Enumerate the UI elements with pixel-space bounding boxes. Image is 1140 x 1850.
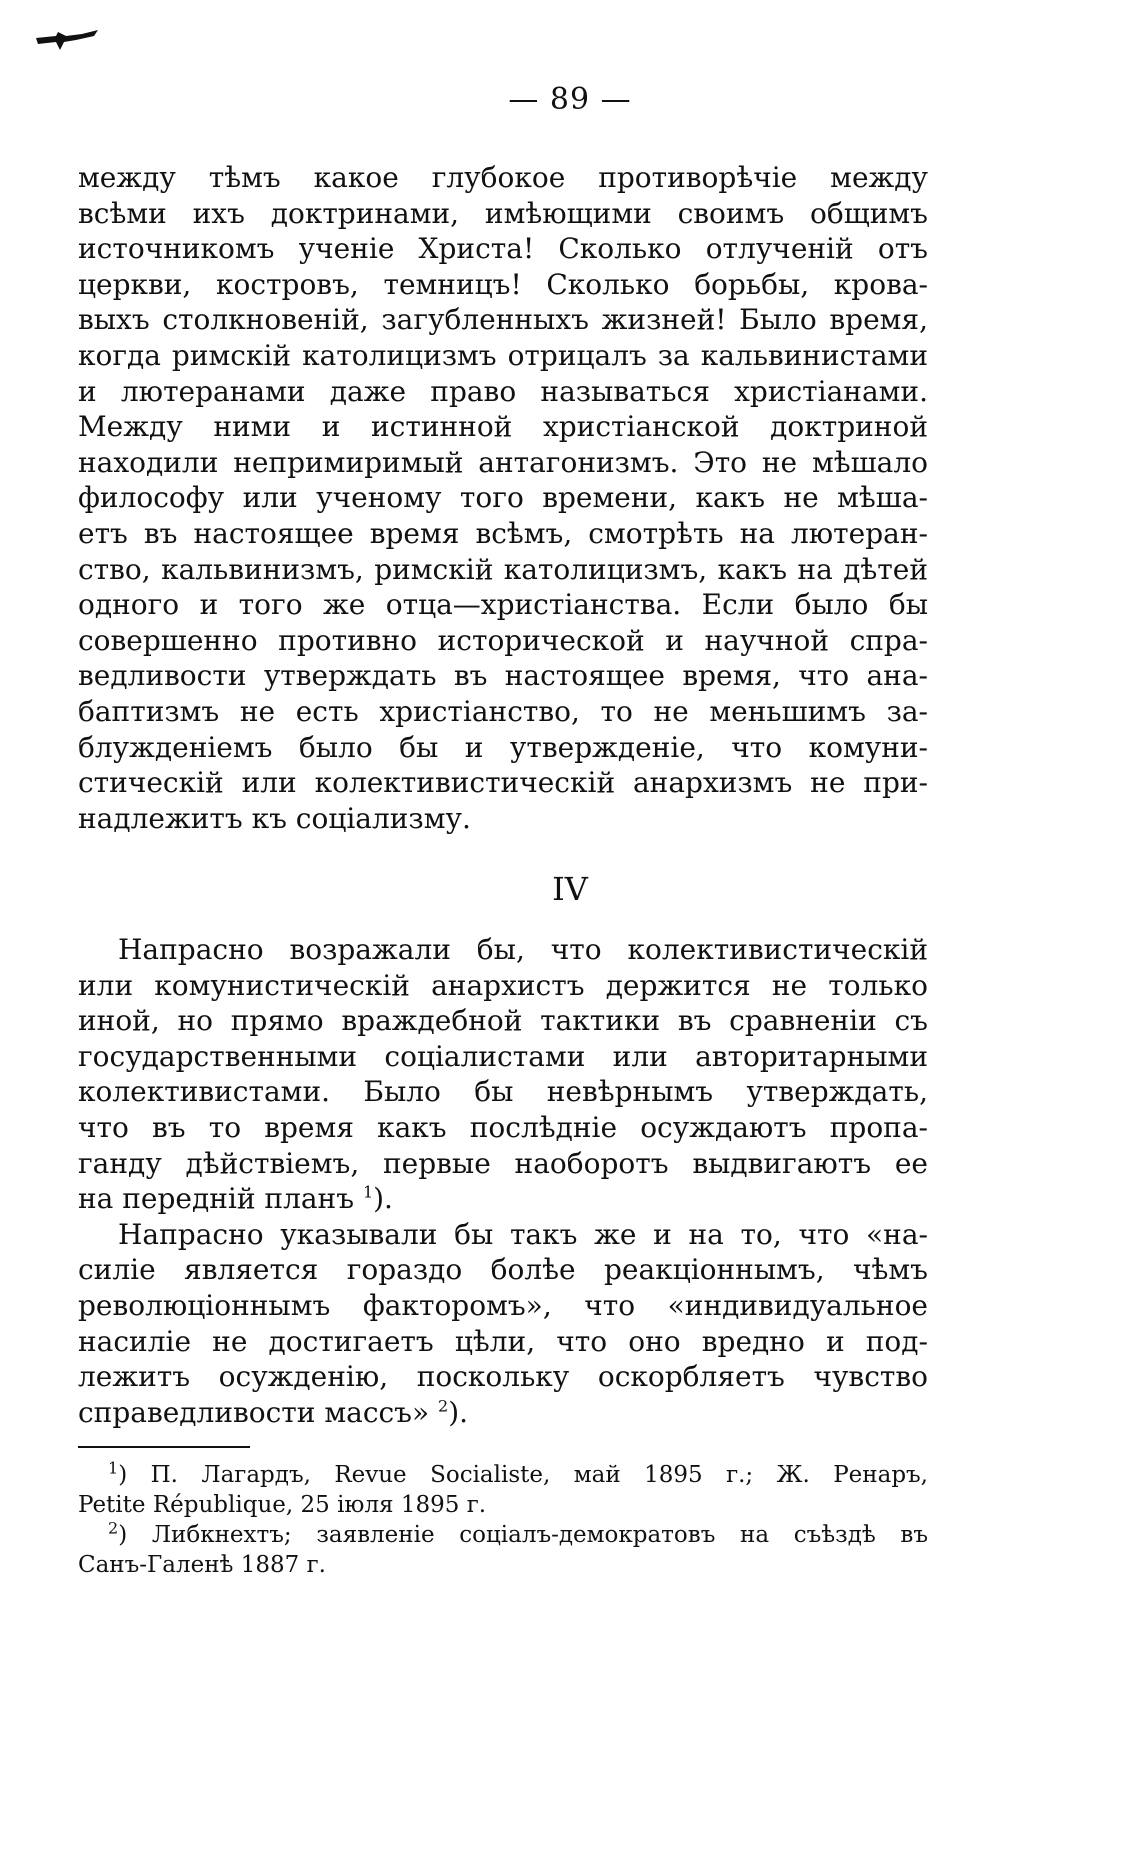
footnote-reference: 2 [438,1396,449,1416]
text-line: Напрасно указывали бы такъ же и на то, что «на- [118,1217,928,1251]
footnote-marker: 1 [108,1458,119,1478]
text-line: колективистами. Было бы невѣрнымъ утверждать, [78,1075,928,1109]
text-line: государственными соціалистами или авторитарными [78,1039,928,1073]
text-line: когда римскій католицизмъ отрицалъ за кальвинистами [78,338,928,372]
text-line: ведливости утверждать въ настоящее время, что ана- [78,659,928,693]
text-line: между тѣмъ какое глубокое противорѣчіе между [78,161,928,194]
printers-mark-icon [36,30,98,50]
paragraph-2 [78,932,928,1430]
text-line: ганду дѣйствіемъ, первые наоборотъ выдвигаютъ ее [78,1146,928,1180]
text-line: иной, но прямо враждебной тактики въ сравненіи съ [78,1004,928,1038]
text-line: или комунистическій анархистъ держится не только [78,968,928,1002]
section-heading: IV [552,870,588,908]
footnote-2-continued: Санъ-Галенѣ 1887 г. [78,1552,326,1578]
text-line: насиліе не достигаетъ цѣли, что оно вредно и под- [78,1324,928,1358]
text-line: Между ними и истинной христіанской доктриной [78,410,928,444]
text-line: ство, кальвинизмъ, римскій католицизмъ, какъ на дѣтей [78,552,928,586]
page-number: — 89 — [508,82,632,117]
text-line: всѣми ихъ доктринами, имѣющими своимъ общимъ [78,196,928,230]
text-line: и лютеранами даже право называться христіанами. [78,374,928,408]
footnote-1 [78,1460,928,1490]
text-fragment: ). [373,1182,393,1216]
text-line: одного и того же отца—христіанства. Если было бы [78,588,928,622]
text-line: силіе является гораздо болѣе реакціоннымъ, чѣмъ [78,1253,928,1287]
text-line: церкви, костровъ, темницъ! Сколько борьбы, крова- [78,267,928,301]
text-line: стическій или колективистическій анархизмъ не при- [78,766,928,800]
footnotes [78,1460,928,1580]
footnote-text: ) П. Лагардъ, Revue Socialiste, май 1895 г.; Ж. Ренаръ, [118,1462,928,1488]
text-line: Напрасно возражали бы, что колективистическій [118,933,928,966]
footnote-reference: 1 [362,1182,374,1202]
text-line: лежитъ осужденію, поскольку оскорбляетъ чувство [78,1360,928,1394]
text-line: надлежитъ къ соціализму. [78,801,471,835]
footnote-divider [78,1446,250,1448]
text-fragment: ). [448,1395,469,1429]
text-line: источникомъ ученіе Христа! Сколько отлученій отъ [78,232,928,266]
text-fragment: на передній планъ [78,1182,355,1216]
text-line: революціоннымъ факторомъ», что «индивидуальное [78,1288,928,1322]
footnote-2 [78,1520,928,1550]
text-line-with-note [78,1395,928,1431]
text-line: баптизмъ не есть христіанство, то не меньшимъ за- [78,694,928,728]
text-line: находили непримиримый антагонизмъ. Это не мѣшало [78,445,928,479]
text-line: етъ въ настоящее время всѣмъ, смотрѣть на лютеран- [78,516,928,550]
text-line: выхъ столкновеній, загубленныхъ жизней! Было время, [78,303,928,337]
text-line-with-note [78,1181,928,1217]
text-line: блужденіемъ было бы и утвержденіе, что комуни- [78,730,928,764]
paragraph-1 [78,160,928,836]
footnote-1-continued: Petite République, 25 іюля 1895 г. [78,1492,487,1518]
text-line: совершенно противно исторической и научной спра- [78,623,928,657]
text-fragment: справедливости массъ» [78,1395,439,1429]
footnote-text: ) Либкнехтъ; заявленіе соціалъ-демократовъ на съѣздѣ въ [118,1522,928,1548]
text-line: что въ то время какъ послѣдніе осуждаютъ пропа- [78,1110,928,1144]
text-line: философу или ученому того времени, какъ не мѣша- [78,481,928,515]
footnote-marker: 2 [108,1518,119,1538]
